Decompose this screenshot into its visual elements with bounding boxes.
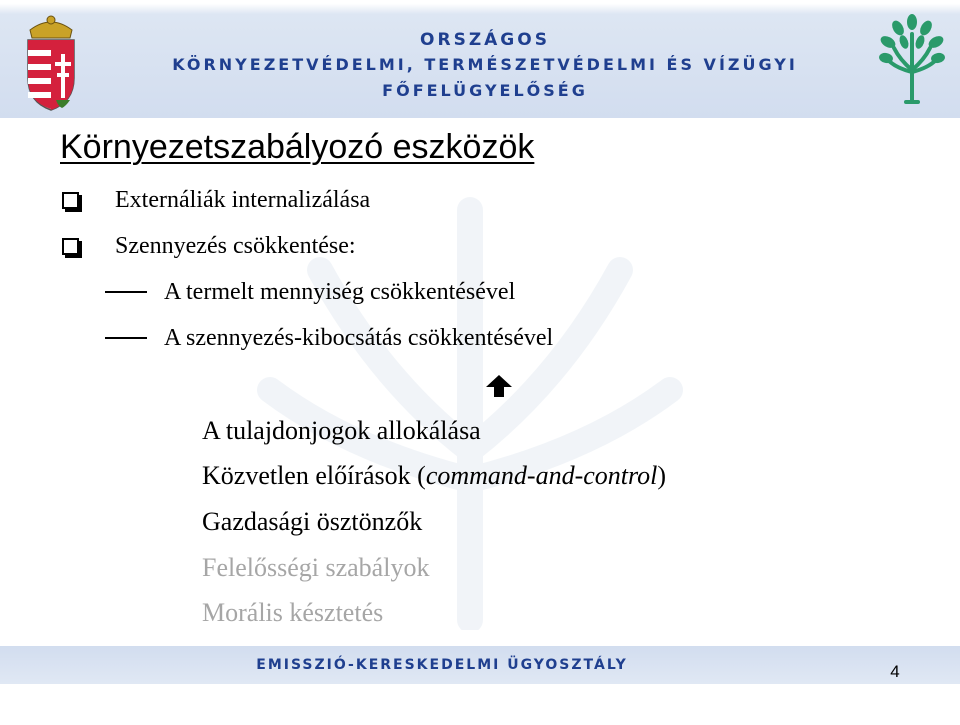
footer-department-label: EMISSZIÓ-KERESKEDELMI ÜGYOSZTÁLY [256,657,628,673]
org-name-line1: ORSZÁGOS [420,30,550,50]
sub-item-moral-suasion: Morális késztetés [202,598,384,627]
footer-banner [0,646,960,684]
dash-text: A szennyezés-kibocsátás csökkentésével [164,324,554,351]
sub-item-text: ) [657,461,667,490]
footer-department [0,646,960,684]
bullet-item [60,184,370,216]
sub-item-liability-rules: Felelősségi szabályok [202,553,430,582]
header-banner [0,0,960,118]
dash-icon [105,337,147,339]
bullet-text: Szennyezés csökkentése: [115,232,356,259]
dash-text: A termelt mennyiség csökkentésével [164,278,516,305]
dash-item [105,276,515,308]
sub-item-text: Közvetlen előírások ( [202,461,426,490]
checkbox-square-icon [62,238,79,255]
sub-item-command-control [202,459,666,493]
sub-item-italic-text: command-and-control [425,461,658,490]
bullet-item [60,230,356,262]
org-name-line2: KÖRNYEZETVÉDELMI, TERMÉSZETVÉDELMI ÉS VÍZÜGYI [172,55,798,74]
up-arrow-icon [484,374,514,398]
slide-title: Környezetszabályozó eszközök [60,128,535,166]
dash-item [105,322,553,354]
org-name-line3: FŐFELÜGYELŐSÉG [382,81,588,100]
page-number: 4 [890,662,900,681]
tree-logo-icon [876,10,948,110]
sub-item-economic-incentives: Gazdasági ösztönzők [202,507,423,536]
sub-item-property-rights: A tulajdonjogok allokálása [202,416,481,445]
coat-of-arms-icon [16,10,86,114]
organization-name [140,28,830,104]
bullet-text: Externáliák internalizálása [115,186,371,213]
checkbox-square-icon [62,192,79,209]
dash-icon [105,291,147,293]
